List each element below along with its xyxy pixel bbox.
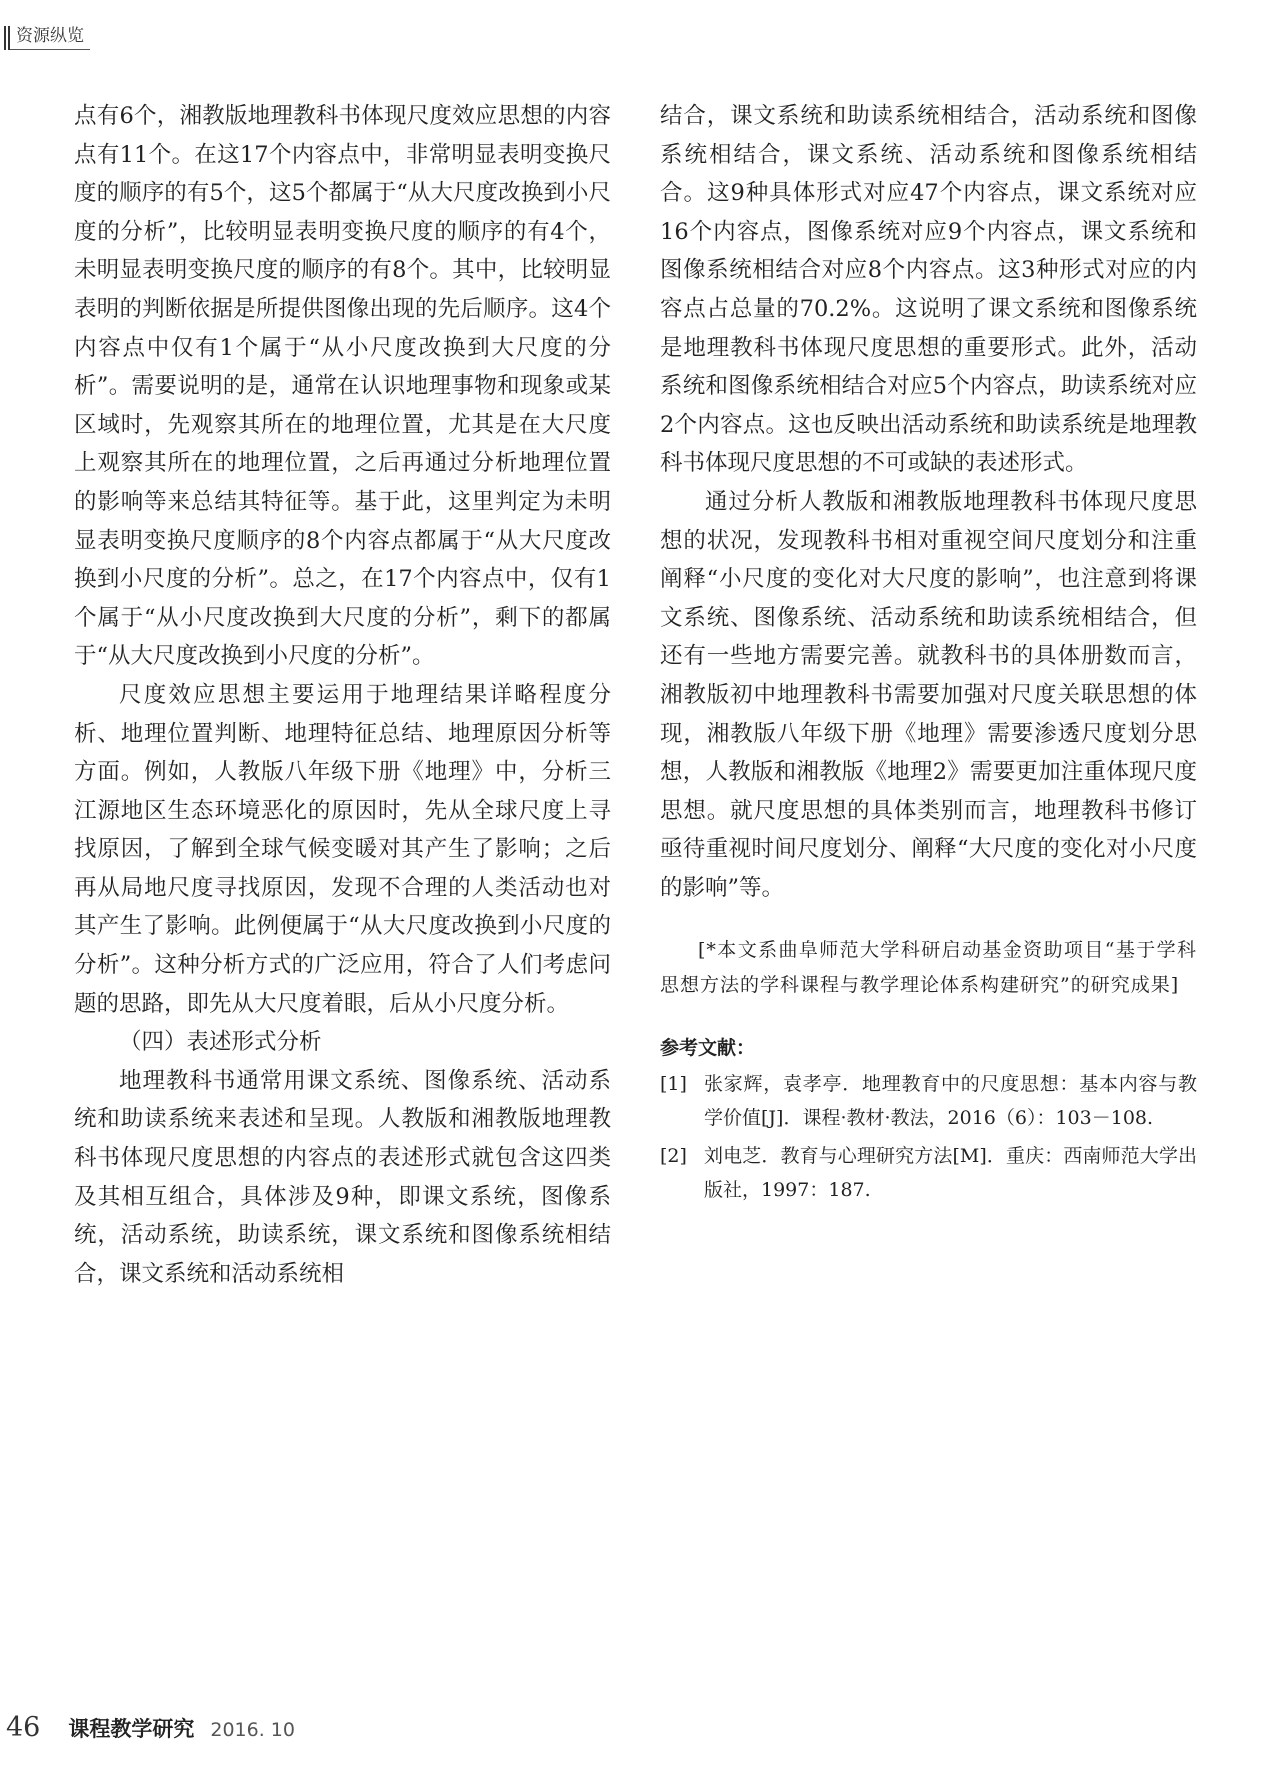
left-column (74, 97, 611, 1293)
paragraph: 点有6个，湘教版地理教科书体现尺度效应思想的内容点有11个。在这17个内容点中，非常明显表明变换尺度的顺序的有5个，这5个都属于“从大尺度改换到小尺度的分析”，比较明显表明变换尺度的顺序的有4个，未明显表明变换尺度的顺序的有8个。其中，比较明显表明的判断依据是所提供图像出现的先后顺序。这4个内容点中仅有1个属于“从小尺度改换到大尺度的分析”。需要说明的是，通常在认识地理事物和现象或某区域时，先观察其所在的地理位置，尤其是在大尺度上观察其所在的地理位置，之后再通过分析地理位置的影响等来总结其特征等。基于此，这里判定为未明显表明变换尺度顺序的8个内容点都属于“从大尺度改换到小尺度的分析”。总之，在17个内容点中，仅有1个属于“从小尺度改换到大尺度的分析”，剩下的都属于“从大尺度改换到小尺度的分析”。 (74, 103, 611, 670)
page-footer (6, 1712, 295, 1752)
page-number: 46 (6, 1712, 41, 1743)
reference-number: [2] (660, 1145, 687, 1168)
journal-name: 课程教学研究 (68, 1717, 195, 1741)
reference-item (660, 1139, 1197, 1207)
section-heading: （四）表述形式分析 (119, 1029, 322, 1056)
paragraph: 地理教科书通常用课文系统、图像系统、活动系统和助读系统来表述和呈现。人教版和湘教版地理教科书体现尺度思想的内容点的表述形式就包含这四类及其相互组合，具体涉及9种，即课文系统，图像系统，活动系统，助读系统，课文系统和图像系统相结合，课文系统和活动系统相 (74, 1067, 611, 1287)
funding-note: [*本文系曲阜师范大学科研启动基金资助项目“基于学科思想方法的学科课程与教学理论体系构建研究”的研究成果] (660, 939, 1197, 997)
paragraph: 结合，课文系统和助读系统相结合，活动系统和图像系统相结合，课文系统、活动系统和图像系统相结合。这9种具体形式对应47个内容点，课文系统对应16个内容点，图像系统对应9个内容点，课文系统和图像系统相结合对应8个内容点。这3种形式对应的内容点占总量的70.2%。这说明了课文系统和图像系统是地理教科书体现尺度思想的重要形式。此外，活动系统和图像系统相结合对应5个内容点，助读系统对应2个内容点。这也反映出活动系统和助读系统是地理教科书体现尺度思想的不可或缺的表述形式。 (660, 103, 1197, 477)
references-title: 参考文献： (660, 1037, 756, 1060)
reference-text: 刘电芝．教育与心理研究方法[M]．重庆：西南师范大学出版社，1997：187. (704, 1145, 1197, 1202)
section-header (0, 22, 90, 50)
issue-date: 2016. 10 (210, 1719, 295, 1741)
section-label: 资源纵览 (10, 25, 90, 50)
reference-number: [1] (660, 1073, 687, 1096)
paragraph: 通过分析人教版和湘教版地理教科书体现尺度思想的状况，发现教科书相对重视空间尺度划分和注重阐释“小尺度的变化对大尺度的影响”，也注意到将课文系统、图像系统、活动系统和助读系统相结合，但还有一些地方需要完善。就教科书的具体册数而言，湘教版初中地理教科书需要加强对尺度关联思想的体现，湘教版八年级下册《地理》需要渗透尺度划分思想，人教版和湘教版《地理2》需要更加注重体现尺度思想。就尺度思想的具体类别而言，地理教科书修订亟待重视时间尺度划分、阐释“大尺度的变化对小尺度的影响”等。 (660, 488, 1197, 901)
header-rule (4, 26, 6, 50)
reference-text: 张家辉，袁孝亭．地理教育中的尺度思想：基本内容与教学价值[J]．课程·教材·教法，2016（6）：103－108. (704, 1073, 1197, 1130)
right-column (660, 97, 1197, 1207)
reference-item (660, 1067, 1197, 1135)
paragraph: 尺度效应思想主要运用于地理结果详略程度分析、地理位置判断、地理特征总结、地理原因分析等方面。例如，人教版八年级下册《地理》中，分析三江源地区生态环境恶化的原因时，先从全球尺度上寻找原因，了解到全球气候变暖对其产生了影响；之后再从局地尺度寻找原因，发现不合理的人类活动也对其产生了影响。此例便属于“从大尺度改换到小尺度的分析”。这种分析方式的广泛应用，符合了人们考虑问题的思路，即先从大尺度着眼，后从小尺度分析。 (74, 681, 611, 1017)
